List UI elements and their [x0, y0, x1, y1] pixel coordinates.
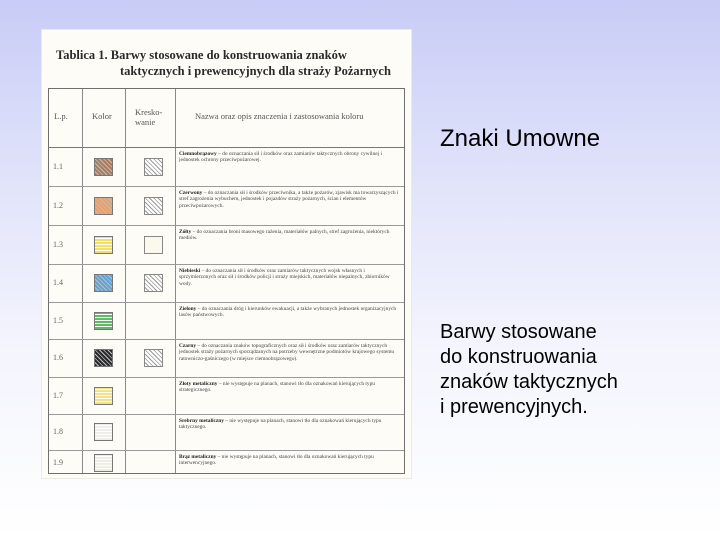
color-description	[179, 190, 403, 223]
row-divider	[49, 264, 404, 265]
color-swatch	[94, 454, 113, 472]
color-description	[179, 268, 403, 300]
color-name: Zielony	[179, 306, 197, 312]
color-description	[179, 343, 403, 375]
color-description	[179, 229, 403, 262]
subtext-line: Barwy stosowane	[440, 321, 597, 343]
subtext-line: znaków taktycznych	[440, 371, 618, 393]
row-number: 1.1	[53, 161, 63, 171]
row-number: 1.6	[53, 353, 63, 362]
row-divider	[49, 377, 404, 378]
hatching-pattern	[144, 349, 163, 367]
row-divider	[49, 225, 404, 226]
row-divider	[49, 414, 404, 415]
color-usage-text: – nie występuje na planach, stanowi tło dla oznakowań kierujących typu strategicznego.	[179, 381, 375, 394]
hatching-pattern	[144, 274, 163, 292]
color-swatch	[94, 349, 113, 367]
row-divider	[49, 339, 404, 340]
slide-heading: Znaki Umowne	[440, 125, 601, 152]
color-name: Ciemnobrązowy	[179, 151, 217, 157]
row-number: 1.4	[53, 278, 63, 287]
color-name: Żółty	[179, 229, 192, 235]
subtext-line: i prewencyjnych.	[440, 396, 588, 418]
color-name: Brąz metaliczny	[179, 454, 217, 460]
row-divider	[49, 450, 404, 451]
color-swatch	[94, 197, 113, 215]
row-number: 1.9	[53, 457, 63, 467]
color-swatch	[94, 312, 113, 330]
color-swatch	[94, 423, 113, 441]
slide-subtext	[440, 320, 715, 420]
scanned-table-image	[42, 30, 411, 478]
color-swatch	[94, 274, 113, 292]
header-hatching: Kresko- wanie	[135, 107, 163, 127]
hatching-pattern	[144, 236, 163, 254]
color-usage-text: – do oznaczania broni masowego rażenia, materiałów palnych, stref zagrożenia, niektórych mediów.	[179, 229, 390, 242]
color-usage-text: – nie występuje na planach, stanowi tło dla oznakowań kierujących typu interwencyjnego.	[179, 454, 374, 467]
color-usage-text: – nie występuje na planach, stanowi tło dla oznakowań kierujących typu taktycznego.	[179, 418, 382, 431]
table-title-line-1: Tablica 1. Barwy stosowane do konstruowania znaków	[56, 48, 347, 62]
row-number: 1.7	[53, 390, 63, 400]
color-description	[179, 151, 403, 184]
color-usage-text: – do oznaczania sił i środków oraz zamiarów taktycznych wojsk własnych i sprzymierzonych oraz sił i środków policji i straży miejskich, materiałów niepalnych, zbiorników wody.	[179, 268, 390, 287]
color-name: Srebrny metaliczny	[179, 418, 224, 424]
row-number: 1.3	[53, 239, 63, 249]
color-name: Złoty metaliczny	[179, 381, 218, 387]
table-title	[56, 47, 401, 79]
color-description	[179, 306, 403, 337]
row-number: 1.5	[53, 315, 63, 325]
subtext-line: do konstruowania	[440, 346, 597, 368]
color-swatch	[94, 236, 113, 254]
color-name: Czarny	[179, 343, 197, 349]
color-table	[48, 88, 405, 474]
row-number: 1.8	[53, 427, 63, 436]
header-color: Kolor	[92, 111, 112, 121]
header-lp: L.p.	[54, 111, 68, 121]
color-description	[179, 454, 403, 473]
color-usage-text: – do oznaczania sił i środków przeciwnika, a także pożarów, zjawisk ma towarzyszących i stref zagrożenia wybuchem, jednostek i pojazdów straży pożarnych, ścian i elementów przeciwpożarowych.	[179, 190, 399, 209]
header-divider	[49, 147, 404, 148]
color-usage-text: – do oznaczania dróg i kierunków ewakuacji, a także wybranych jednostek organizacyjnych lasów państwowych.	[179, 306, 397, 319]
row-divider	[49, 186, 404, 187]
table-title-line-2: taktycznych i prewencyjnych dla straży Pożarnych	[120, 64, 391, 78]
color-swatch	[94, 387, 113, 405]
row-divider	[49, 302, 404, 303]
color-name: Czerwony	[179, 190, 203, 196]
color-usage-text: – do oznaczania sił i środków oraz zamiarów taktycznych obrony cywilnej i jednostek ochrony przeciwpożarowej.	[179, 151, 382, 164]
color-description	[179, 418, 403, 448]
color-description	[179, 381, 403, 412]
hatching-pattern	[144, 158, 163, 176]
color-name: Niebieski	[179, 268, 201, 274]
color-usage-text: – do oznaczania znaków topograficznych oraz sił i środków oraz zamiarów taktycznych jednostek straży pożarnych sporządzanych na potrzeby wewnętrzne podmiotów krajowego systemu ratowniczo-gaśniczego (w miejsce ciemnobrązowego).	[179, 343, 395, 362]
row-number: 1.2	[53, 200, 63, 210]
color-swatch	[94, 158, 113, 176]
hatching-pattern	[144, 197, 163, 215]
header-description: Nazwa oraz opis znaczenia i zastosowania koloru	[195, 111, 364, 121]
